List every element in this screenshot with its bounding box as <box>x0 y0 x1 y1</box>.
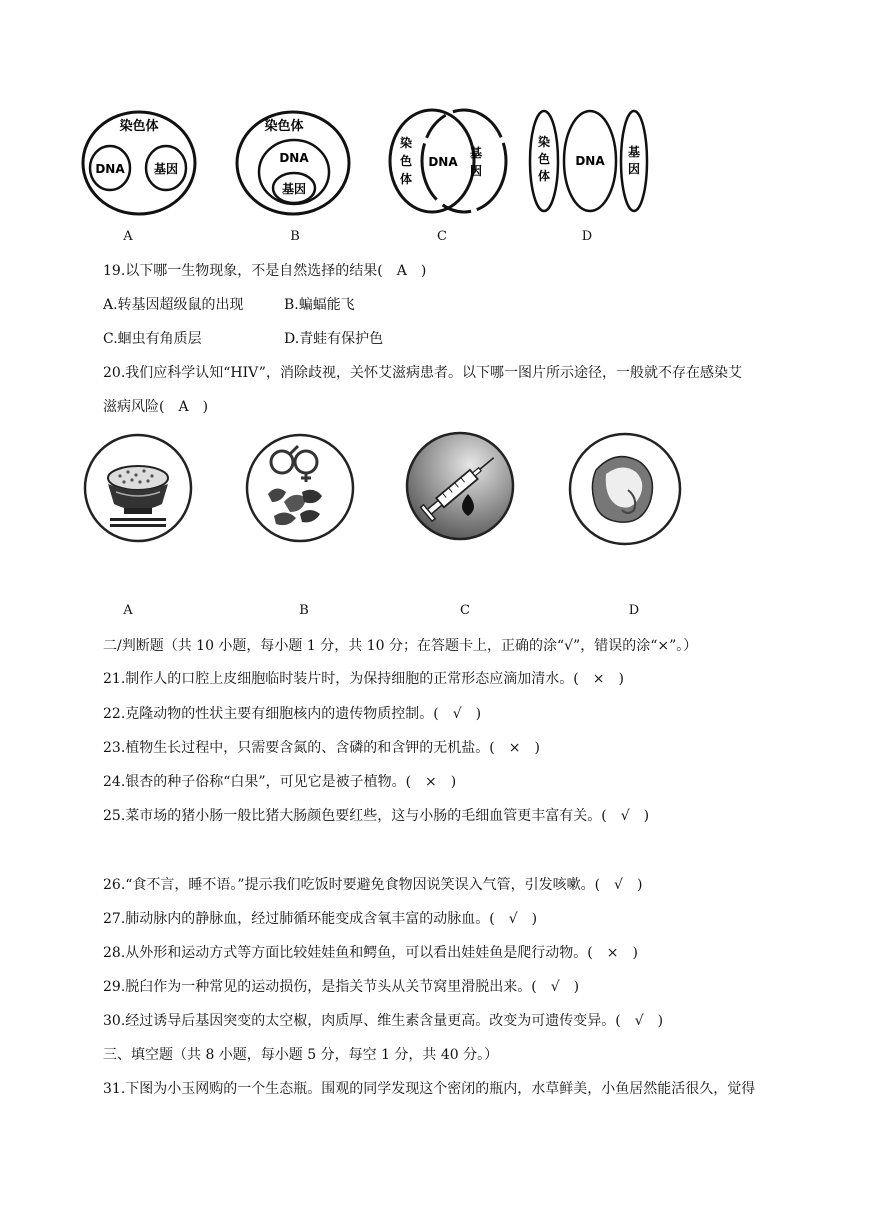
diagram-b-dna-label: DNA <box>279 151 309 165</box>
diagram-c-gene-2: 因 <box>469 164 483 178</box>
q22-item: 22.克隆动物的性状主要有细胞核内的遗传物质控制。( √ ) <box>103 706 482 722</box>
syringe-icon <box>404 430 516 542</box>
diagram-d-chromosome-2: 色 <box>537 152 551 166</box>
q20-label-b: B <box>299 603 309 618</box>
diagram-a-outer-label: 染色体 <box>119 119 159 134</box>
section3-heading: 三、填空题（共 8 小题，每小题 5 分，每空 1 分，共 40 分。） <box>103 1047 499 1063</box>
diagram-d-dna-label: DNA <box>575 154 605 168</box>
q25-item: 25.菜市场的猪小肠一般比猪大肠颜色要红些，这与小肠的毛细血管更丰富有关。( √ ) <box>103 808 650 824</box>
diagram-d-chromosome-1: 染 <box>537 135 551 149</box>
diagram-d-gene-1: 基 <box>627 145 641 159</box>
diagram-option-d <box>526 104 656 220</box>
diagram-d-chromosome-3: 体 <box>537 169 551 183</box>
gender-symbols-icon <box>244 432 356 544</box>
q19-option-b: B.蝙蝠能飞 <box>284 297 355 313</box>
diagram-a-gene-label: 基因 <box>153 162 179 176</box>
q19-stem: 19.以下哪一生物现象，不是自然选择的结果( A ) <box>103 263 427 279</box>
q20-label-a: A <box>123 603 133 618</box>
diagram-d-gene-2: 因 <box>627 162 641 176</box>
diagram-c-chromosome-3: 体 <box>399 172 413 186</box>
q30-item: 30.经过诱导后基因突变的太空椒，肉质厚、维生素含量更高。改变为可遗传变异。( √ ) <box>103 1013 664 1029</box>
fetus-icon <box>566 430 684 548</box>
diagram-c-chromosome-2: 色 <box>399 154 413 168</box>
diagram-label-d: D <box>581 229 593 244</box>
q31-stem: 31.下图为小玉网购的一个生态瓶。围观的同学发现这个密闭的瓶内，水草鲜美，小鱼居然能活很久，觉得 <box>103 1081 756 1097</box>
q19-option-c: C.蛔虫有角质层 <box>103 331 202 347</box>
rice-bowl-icon <box>82 432 194 544</box>
q23-item: 23.植物生长过程中，只需要含氮的、含磷的和含钾的无机盐。( × ) <box>103 740 540 756</box>
q20-label-c: C <box>460 603 470 618</box>
q24-item: 24.银杏的种子俗称“白果”，可见它是被子植物。( × ) <box>103 774 457 790</box>
diagram-label-b: B <box>290 229 300 244</box>
q21-item: 21.制作人的口腔上皮细胞临时装片时，为保持细胞的正常形态应滴加清水。( × ) <box>103 671 624 687</box>
q20-stem-line-1: 20.我们应科学认知“HIV”，消除歧视，关怀艾滋病患者。以下哪一图片所示途径，一般就不存在感染艾 <box>103 365 742 381</box>
diagram-c-chromosome-1: 染 <box>399 136 413 150</box>
diagram-c-gene-1: 基 <box>469 146 483 160</box>
q20-label-d: D <box>628 603 640 618</box>
diagram-b-outer-label: 染色体 <box>264 119 304 134</box>
q28-item: 28.从外形和运动方式等方面比较娃娃鱼和鳄鱼，可以看出娃娃鱼是爬行动物。( × ) <box>103 945 638 961</box>
diagram-b-gene-label: 基因 <box>281 182 307 196</box>
diagram-label-a: A <box>123 229 133 244</box>
section2-heading: 二/判断题（共 10 小题，每小题 1 分，共 10 分；在答题卡上，正确的涂“√”，错误的涂“×”。） <box>103 638 698 654</box>
diagram-option-a <box>80 108 200 218</box>
diagram-c-dna-label: DNA <box>428 155 458 169</box>
diagram-a-dna-label: DNA <box>95 162 125 176</box>
q19-option-a: A.转基因超级鼠的出现 <box>103 297 244 313</box>
diagram-label-c: C <box>437 229 447 244</box>
diagram-option-b <box>234 108 354 218</box>
q27-item: 27.肺动脉内的静脉血，经过肺循环能变成含氧丰富的动脉血。( √ ) <box>103 911 538 927</box>
q20-stem-line-2: 滋病风险( A ) <box>103 399 209 415</box>
q26-item: 26.“食不言，睡不语。”提示我们吃饭时要避免食物因说笑误入气管，引发咳嗽。( √ ) <box>103 877 643 893</box>
diagram-option-c <box>384 104 519 220</box>
q19-option-d: D.青蛙有保护色 <box>284 331 384 347</box>
q29-item: 29.脱臼作为一种常见的运动损伤，是指关节头从关节窝里滑脱出来。( √ ) <box>103 979 580 995</box>
